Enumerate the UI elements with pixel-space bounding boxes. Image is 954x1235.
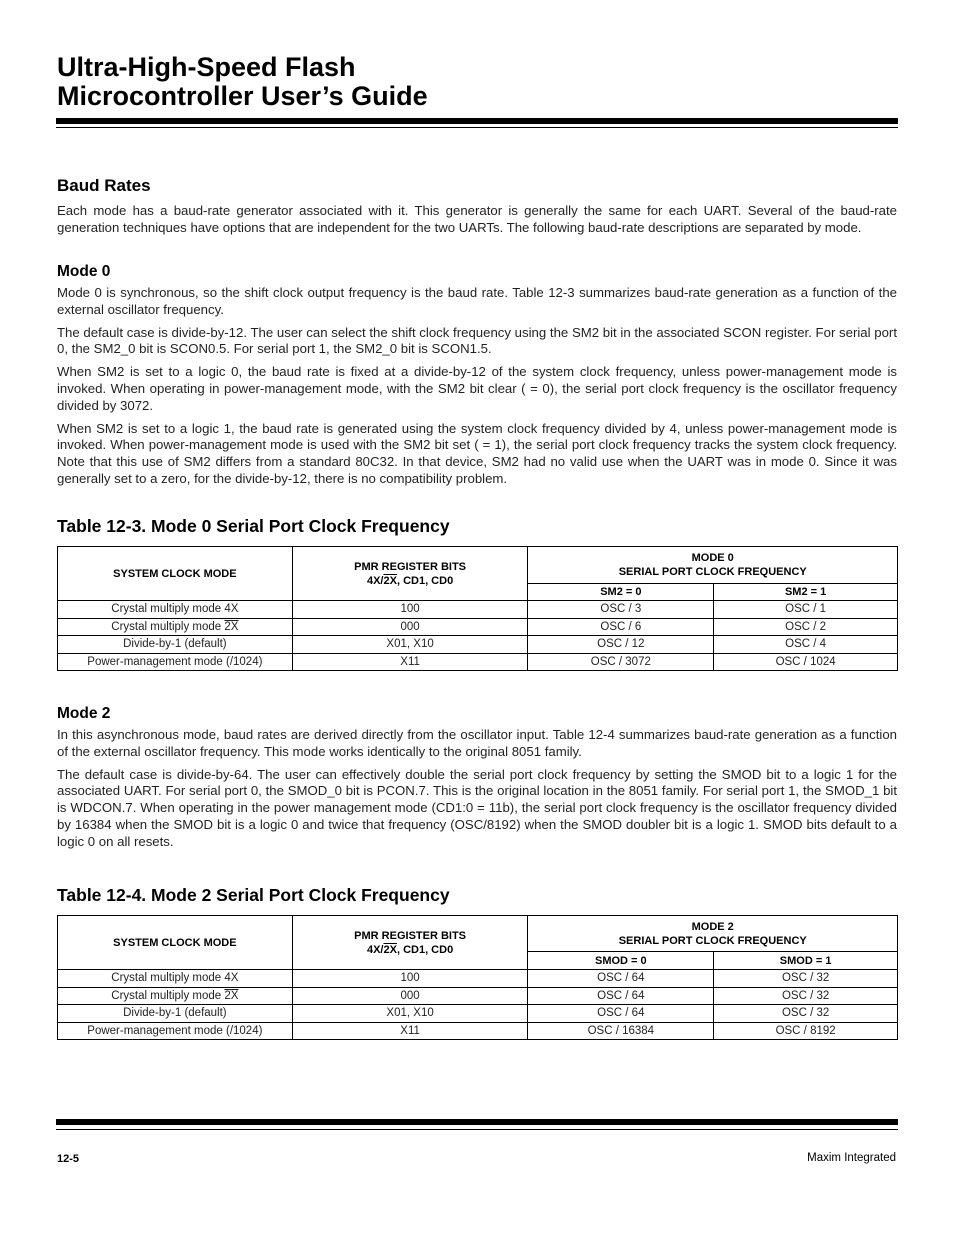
cell-mode bbox=[58, 653, 293, 671]
col-header-pmr-bits bbox=[292, 916, 528, 970]
col-header-mode bbox=[528, 547, 898, 584]
cell-pmr: X11 bbox=[292, 1022, 528, 1040]
mode0-paragraph: Mode 0 is synchronous, so the shift clock output frequency is the baud rate. Table 12-3 summarizes baud-rate generation as a function of the external oscillator frequency. bbox=[57, 285, 897, 317]
header-rule-thin bbox=[56, 127, 898, 128]
table-12-3 bbox=[57, 546, 898, 671]
cell-sm2-1: OSC / 1024 bbox=[714, 653, 898, 671]
cell-sm2-1: OSC / 4 bbox=[714, 636, 898, 654]
col-header-system-clock-mode: SYSTEM CLOCK MODE bbox=[58, 547, 293, 601]
table-12-3-title: Table 12-3. Mode 0 Serial Port Clock Frequency bbox=[57, 516, 450, 536]
mode0-paragraph: When SM2 is set to a logic 0, the baud rate is fixed at a divide-by-12 of the system clock frequency, unless power-management mode is invoked. When operating in power-management mode, with the SM2 bit clear ( = 0), the serial port clock frequency is the oscillator frequency divided by 3072. bbox=[57, 364, 897, 413]
cell-sm2-0: OSC / 6 bbox=[528, 618, 714, 636]
cell-mode bbox=[58, 618, 293, 636]
mode-header-line1: MODE 2 bbox=[691, 920, 734, 933]
cell-sm2-1: OSC / 2 bbox=[714, 618, 898, 636]
header-rule-thick bbox=[56, 118, 898, 124]
cell-pmr: 000 bbox=[292, 618, 528, 636]
page-number: 12-5 bbox=[57, 1153, 80, 1165]
mode2-paragraph: The default case is divide-by-64. The user can effectively double the serial port clock frequency by setting the SMOD bit to a logic 1 for the associated UART. For serial port 0, the SMOD_0 bit is PCON.7. This is the original location in the 8051 family. For serial port 1, the SMOD_1 bit is WDCON.7. When operating in the power management mode (CD1:0 = 11b), the serial port clock frequency is the oscillator frequency divided by 16384 when the SMOD bit is a logic 0 and twice that frequency (OSC/8192) when the SMOD doubler bit is a logic 1. SMOD bits default to a logic 0 on all resets. bbox=[57, 766, 897, 849]
cell-pmr: 100 bbox=[292, 601, 528, 619]
cell-sm2-1: OSC / 1 bbox=[714, 601, 898, 619]
col-header-pmr-bits bbox=[292, 547, 528, 601]
baud-rates-heading: Baud Rates bbox=[57, 176, 151, 195]
table-row bbox=[58, 653, 898, 671]
cell-sm2-0: OSC / 12 bbox=[528, 636, 714, 654]
cell-smod-1: OSC / 32 bbox=[714, 987, 898, 1005]
col-header-mode bbox=[528, 916, 898, 952]
cell-mode-overline: 2X bbox=[224, 620, 239, 633]
cell-sm2-0: OSC / 3 bbox=[528, 601, 714, 619]
cell-mode-text: Crystal multiply mode 4X bbox=[111, 972, 239, 985]
cell-sm2-0: OSC / 3072 bbox=[528, 653, 714, 671]
table-12-4 bbox=[57, 915, 898, 1040]
sub-header-sm2-0: SM2 = 0 bbox=[528, 584, 714, 601]
mode-header-line2: SERIAL PORT CLOCK FREQUENCY bbox=[618, 934, 807, 947]
table-12-4-title: Table 12-4. Mode 2 Serial Port Clock Frequency bbox=[57, 885, 450, 905]
cell-mode-text: Power-management mode (/1024) bbox=[87, 1024, 263, 1037]
cell-mode bbox=[58, 1005, 293, 1023]
baud-rates-intro: Each mode has a baud-rate generator associated with it. This generator is generally the same for each UART. Several of the baud-rate generation techniques have options that are independent for the two UARTs. The following baud-rate descriptions are separated by mode. bbox=[57, 203, 897, 235]
mode2-heading: Mode 2 bbox=[57, 705, 111, 722]
cell-smod-1: OSC / 8192 bbox=[714, 1022, 898, 1040]
table-row bbox=[58, 618, 898, 636]
mode2-section bbox=[57, 705, 897, 851]
cell-mode-text: Crystal multiply mode bbox=[111, 620, 225, 633]
footer-rule-thick bbox=[56, 1119, 898, 1125]
cell-smod-0: OSC / 64 bbox=[528, 987, 714, 1005]
cell-smod-1: OSC / 32 bbox=[714, 970, 898, 988]
mode0-paragraph: When SM2 is set to a logic 1, the baud rate is generated using the system clock frequency divided by 4, unless power-management mode is invoked. When power-management mode is used with the SM2 bit set ( = 1), the serial port clock frequency tracks the system clock frequency. Note that this use of SM2 differs from a standard 80C32. In that device, SM2 had no valid use when the UART was in mode 0. Since it was generally set to a zero, for the divide-by-12, there is no compatibility problem. bbox=[57, 420, 897, 486]
cell-smod-0: OSC / 16384 bbox=[528, 1022, 714, 1040]
cell-mode bbox=[58, 636, 293, 654]
cell-pmr: X01, X10 bbox=[292, 636, 528, 654]
baud-rates-section bbox=[57, 176, 897, 237]
cell-smod-0: OSC / 64 bbox=[528, 970, 714, 988]
table-row bbox=[58, 636, 898, 654]
sub-header-sm2-1: SM2 = 1 bbox=[714, 584, 898, 601]
mode0-section bbox=[57, 263, 897, 488]
pmr-header-suffix: , CD1, CD0 bbox=[396, 574, 454, 587]
cell-mode bbox=[58, 987, 293, 1005]
cell-mode bbox=[58, 970, 293, 988]
cell-smod-0: OSC / 64 bbox=[528, 1005, 714, 1023]
table-row bbox=[58, 601, 898, 619]
cell-mode-text: Divide-by-1 (default) bbox=[123, 1007, 227, 1020]
cell-mode bbox=[58, 601, 293, 619]
table-row bbox=[58, 1005, 898, 1023]
pmr-header-prefix: 4X/ bbox=[366, 943, 384, 956]
document-title-line1: Ultra-High-Speed Flash bbox=[57, 52, 356, 82]
pmr-header-suffix: , CD1, CD0 bbox=[396, 943, 454, 956]
document-title bbox=[57, 53, 428, 111]
table-row bbox=[58, 1022, 898, 1040]
col-header-system-clock-mode: SYSTEM CLOCK MODE bbox=[58, 916, 293, 970]
table-row bbox=[58, 970, 898, 988]
mode0-paragraph: The default case is divide-by-12. The user can select the shift clock frequency using the SM2 bit in the associated SCON register. For serial port 0, the SM2_0 bit is SCON0.5. For serial port 1, the SM2_0 bit is SCON1.5. bbox=[57, 324, 897, 357]
brand-name: Maxim Integrated bbox=[807, 1152, 896, 1164]
mode2-paragraph: In this asynchronous mode, baud rates are derived directly from the oscillator input. Table 12-4 summarizes baud-rate generation as a function of the external oscillator frequency. This mode works identically to the original 8051 family. bbox=[57, 727, 897, 759]
cell-mode-text: Crystal multiply mode bbox=[111, 989, 225, 1002]
cell-mode bbox=[58, 1022, 293, 1040]
cell-pmr: 100 bbox=[292, 970, 528, 988]
sub-header-smod-1: SMOD = 1 bbox=[714, 952, 898, 970]
mode-header-line1: MODE 0 bbox=[691, 552, 734, 564]
document-title-line2: Microcontroller User’s Guide bbox=[57, 81, 428, 111]
footer-rule-thin bbox=[56, 1129, 898, 1130]
mode-header-line2: SERIAL PORT CLOCK FREQUENCY bbox=[618, 566, 807, 578]
cell-smod-1: OSC / 32 bbox=[714, 1005, 898, 1023]
sub-header-smod-0: SMOD = 0 bbox=[528, 952, 714, 970]
table-row bbox=[58, 987, 898, 1005]
cell-mode-text: Divide-by-1 (default) bbox=[123, 638, 227, 651]
pmr-header-overline: 2X bbox=[383, 574, 397, 587]
cell-mode-text: Power-management mode (/1024) bbox=[87, 655, 263, 668]
pmr-header-line1: PMR REGISTER BITS bbox=[354, 929, 467, 942]
cell-pmr: X01, X10 bbox=[292, 1005, 528, 1023]
cell-mode-overline: 2X bbox=[224, 989, 239, 1002]
pmr-header-line1: PMR REGISTER BITS bbox=[354, 560, 467, 573]
pmr-header-prefix: 4X/ bbox=[366, 574, 384, 587]
cell-pmr: X11 bbox=[292, 653, 528, 671]
pmr-header-overline: 2X bbox=[383, 943, 397, 956]
cell-mode-text: Crystal multiply mode 4X bbox=[111, 603, 239, 616]
cell-pmr: 000 bbox=[292, 987, 528, 1005]
mode0-heading: Mode 0 bbox=[57, 263, 111, 280]
